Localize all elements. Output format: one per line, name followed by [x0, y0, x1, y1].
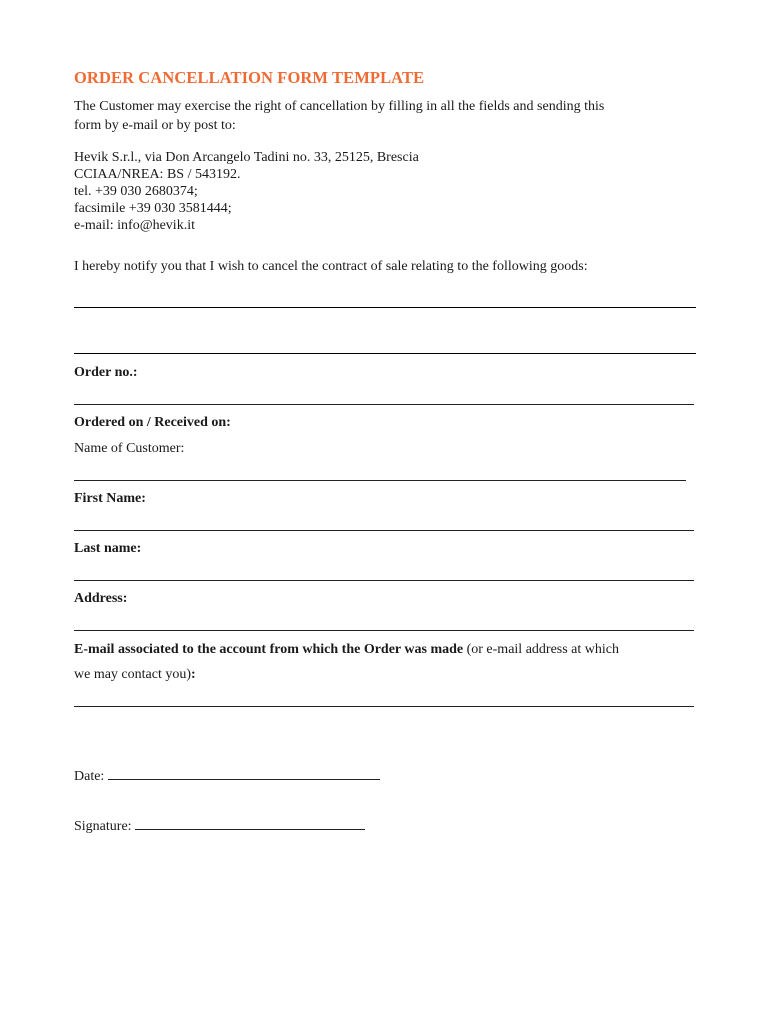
date-label: Date: — [74, 769, 105, 784]
order-no-line[interactable] — [74, 404, 694, 405]
email-label-bold: E-mail associated to the account from which the Order was made — [74, 642, 464, 657]
last-name-line[interactable] — [74, 580, 694, 581]
customer-name-line[interactable] — [74, 480, 686, 481]
company-registry: CCIAA/NREA: BS / 543192. — [74, 167, 241, 182]
email-label-rest: (or e-mail address at which — [463, 642, 619, 657]
address-line[interactable] — [74, 630, 694, 631]
goods-line-1[interactable] — [74, 307, 696, 308]
first-name-line[interactable] — [74, 530, 694, 531]
email-label-cont: we may contact you) — [74, 667, 192, 682]
signature-label: Signature: — [74, 819, 132, 834]
date-field[interactable] — [108, 767, 380, 780]
signature-row — [74, 817, 365, 835]
email-line[interactable] — [74, 706, 694, 707]
order-no-label: Order no.: — [74, 365, 138, 380]
cancel-notice: I hereby notify you that I wish to cancel the contract of sale relating to the following goods: — [74, 259, 588, 274]
company-email: e-mail: info@hevik.it — [74, 218, 195, 233]
address-label: Address: — [74, 591, 128, 606]
last-name-label: Last name: — [74, 541, 142, 556]
email-label-line-1 — [74, 641, 619, 658]
intro-line-2: form by e-mail or by post to: — [74, 118, 236, 133]
company-address: Hevik S.r.l., via Don Arcangelo Tadini no. 33, 25125, Brescia — [74, 150, 419, 165]
email-label-colon: : — [191, 667, 196, 682]
intro-line-1: The Customer may exercise the right of cancellation by filling in all the fields and sending this — [74, 99, 605, 114]
customer-name-label: Name of Customer: — [74, 441, 185, 456]
company-fax: facsimile +39 030 3581444; — [74, 201, 232, 216]
company-tel: tel. +39 030 2680374; — [74, 184, 198, 199]
goods-line-2[interactable] — [74, 353, 696, 354]
signature-field[interactable] — [135, 817, 365, 830]
email-label-line-2 — [74, 666, 196, 683]
form-title: ORDER CANCELLATION FORM TEMPLATE — [74, 68, 425, 87]
date-row — [74, 767, 380, 785]
first-name-label: First Name: — [74, 491, 146, 506]
ordered-on-label: Ordered on / Received on: — [74, 415, 231, 430]
